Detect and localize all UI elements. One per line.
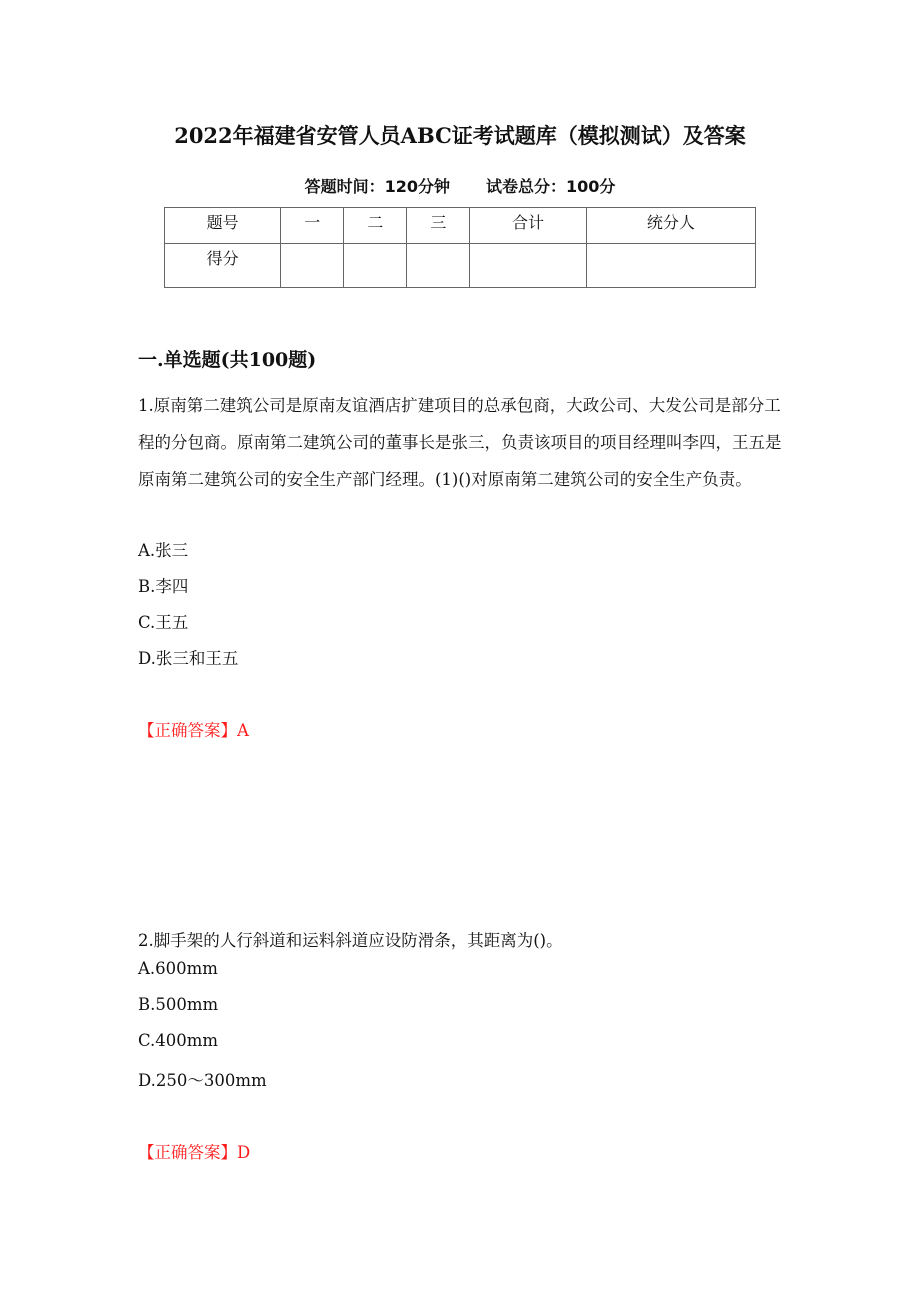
score-table-cell — [470, 244, 586, 288]
question-1-stem: 1.原南第二建筑公司是原南友谊酒店扩建项目的总承包商，大政公司、大发公司是部分工程的分包商。原南第二建筑公司的董事长是张三，负责该项目的项目经理叫李四，王五是原南第二建筑公司的安全生产部门经理。(1)()对原南第二建筑公司的安全生产负责。 — [138, 396, 782, 489]
score-table — [164, 207, 756, 288]
question-2-option-c: C.400mm — [138, 1031, 219, 1050]
score-table-cell — [281, 244, 344, 288]
document-title: 2022年福建省安管人员ABC证考试题库（模拟测试）及答案 — [174, 123, 746, 148]
question-2-option-b: B.500mm — [138, 995, 219, 1014]
question-2-option-d: D.250～300mm — [138, 1071, 267, 1090]
score-table-cell: 题号 — [165, 208, 281, 244]
score-table-score-row — [165, 244, 756, 288]
exam-total-score: 试卷总分：100分 — [486, 177, 616, 196]
question-1-answer: 【正确答案】A — [138, 721, 249, 740]
score-table-cell: 三 — [407, 208, 470, 244]
question-2-stem: 2.脚手架的人行斜道和运料斜道应设防滑条，其距离为()。 — [138, 931, 563, 950]
score-table-cell — [344, 244, 407, 288]
score-table-header-row — [165, 208, 756, 244]
question-1-option-c: C.王五 — [138, 613, 189, 632]
score-table-cell: 合计 — [470, 208, 586, 244]
score-table-cell — [586, 244, 755, 288]
score-table-cell — [407, 244, 470, 288]
score-table-cell: 得分 — [165, 244, 281, 288]
exam-time: 答题时间：120分钟 — [304, 177, 450, 196]
question-2-option-a: A.600mm — [138, 959, 218, 978]
question-1-option-a: A.张三 — [138, 541, 189, 560]
score-table-cell: 一 — [281, 208, 344, 244]
exam-meta — [0, 174, 920, 197]
score-table-cell: 二 — [344, 208, 407, 244]
question-1-option-b: B.李四 — [138, 577, 189, 596]
section-title: 一.单选题(共100题) — [138, 349, 317, 371]
score-table-cell: 统分人 — [586, 208, 755, 244]
question-1-option-d: D.张三和王五 — [138, 649, 239, 668]
question-2-answer: 【正确答案】D — [138, 1143, 251, 1162]
